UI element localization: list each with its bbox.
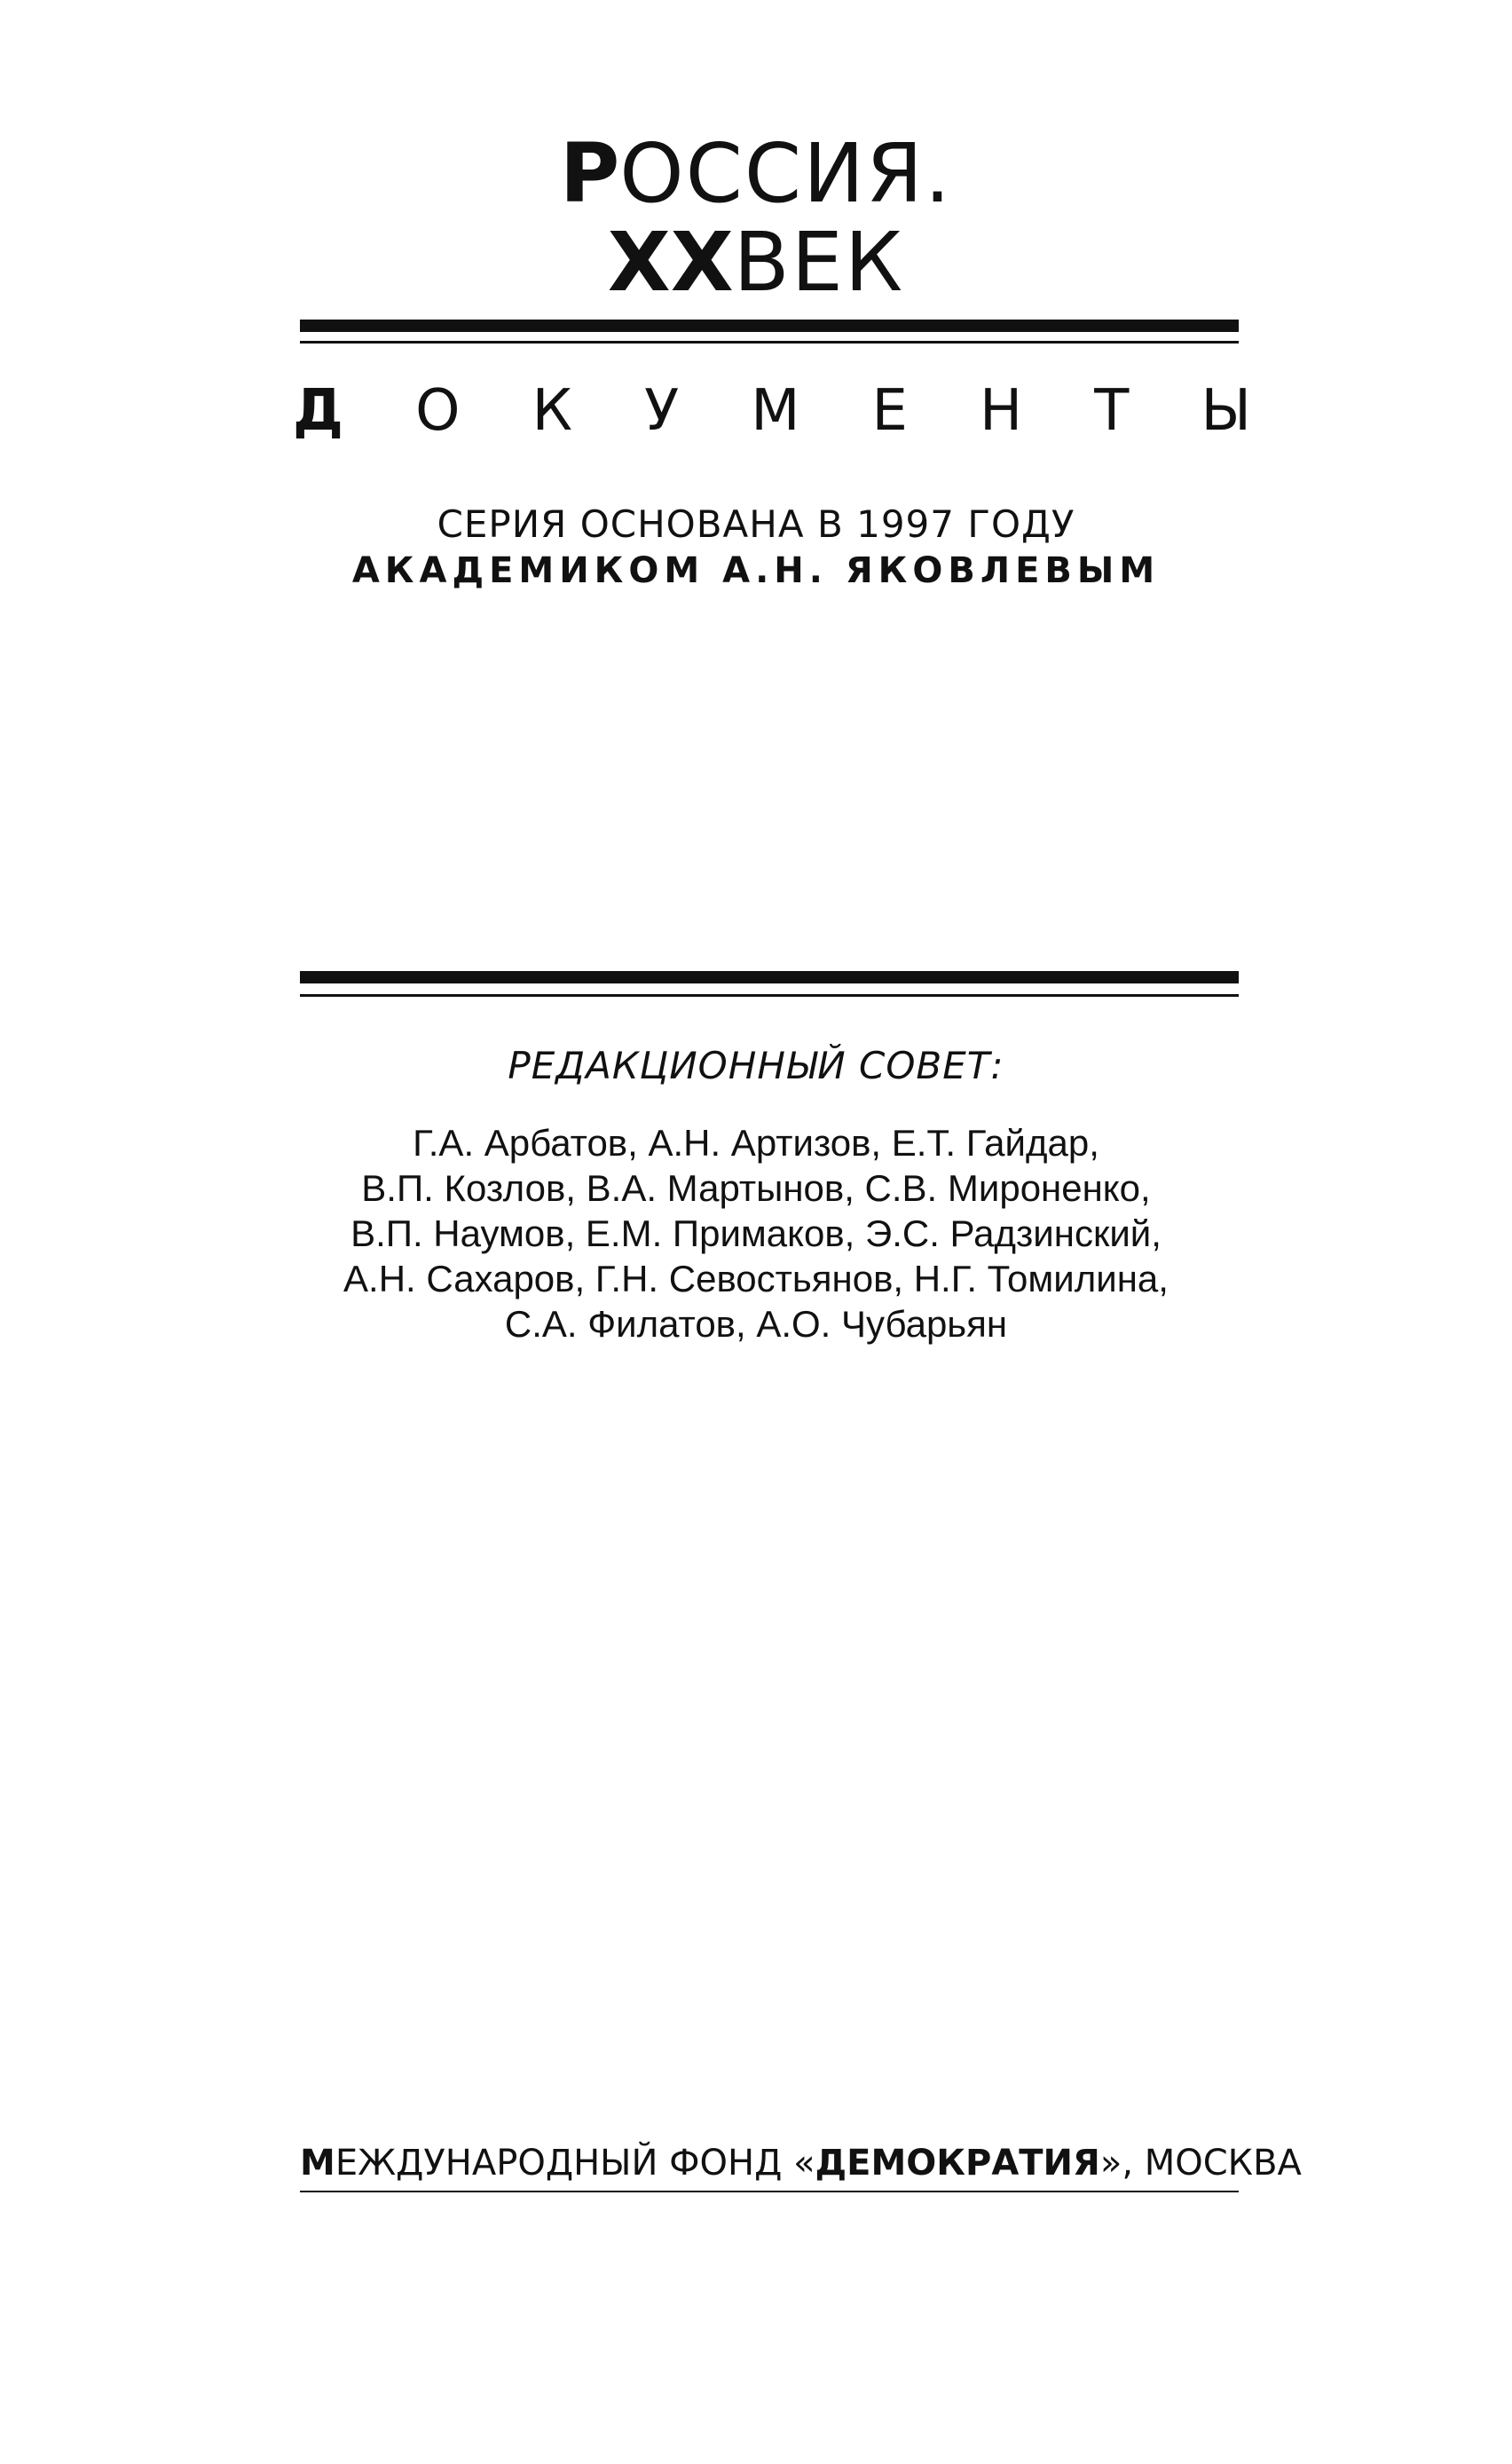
publisher-initial: М [300,2143,335,2184]
top-rule-thin [300,341,1239,344]
documents-letter: Е [871,378,908,444]
series-founder-line: АКАДЕМИКОМ А.Н. ЯКОВЛЕВЫМ [351,550,1161,591]
documents-letter: Т [1094,378,1130,444]
documents-heading [293,371,1251,451]
editorial-board-heading: РЕДАКЦИОННЫЙ СОВЕТ: [508,1044,1004,1087]
members-line: В.П. Козлов, В.А. Мартынов, С.В. Мироненко, [361,1167,1151,1209]
documents-letter: К [532,378,572,444]
documents-letter: Ы [1201,378,1251,444]
publisher-line [300,2143,1302,2184]
publisher-text-2: », МОСКВА [1099,2143,1302,2184]
top-rule-thick [300,320,1239,332]
series-title-line-2 [0,215,1512,310]
publisher-text-1: ЕЖДУНАРОДНЫЙ ФОНД « [335,2143,815,2184]
documents-letter: Д [293,378,343,444]
series-founded-line: СЕРИЯ ОСНОВАНА В 1997 ГОДУ [437,502,1075,546]
members-line: Г.А. Арбатов, А.Н. Артизов, Е.Т. Гайдар, [413,1122,1099,1164]
title-century: XX [607,215,734,310]
middle-rule-thick [300,971,1239,983]
publisher-foundation-name: ДЕМОКРАТИЯ [815,2143,1100,2184]
bottom-rule [300,2191,1239,2192]
title-rest: ОССИЯ. [619,126,953,221]
documents-letter: У [644,378,680,444]
title-initial: Р [559,126,620,221]
members-line: А.Н. Сахаров, Г.Н. Севостьянов, Н.Г. Томилина, [343,1258,1169,1299]
series-title-line-1 [0,126,1512,221]
title-century-word: ВЕК [733,215,905,310]
members-line: С.А. Филатов, А.О. Чубарьян [504,1303,1008,1345]
editorial-board-members [0,1120,1512,1347]
documents-letter: О [415,378,461,444]
documents-letter: Н [980,378,1023,444]
middle-rule-thin [300,994,1239,997]
members-line: В.П. Наумов, Е.М. Примаков, Э.С. Радзинский, [350,1212,1162,1254]
documents-letter: М [751,378,800,444]
